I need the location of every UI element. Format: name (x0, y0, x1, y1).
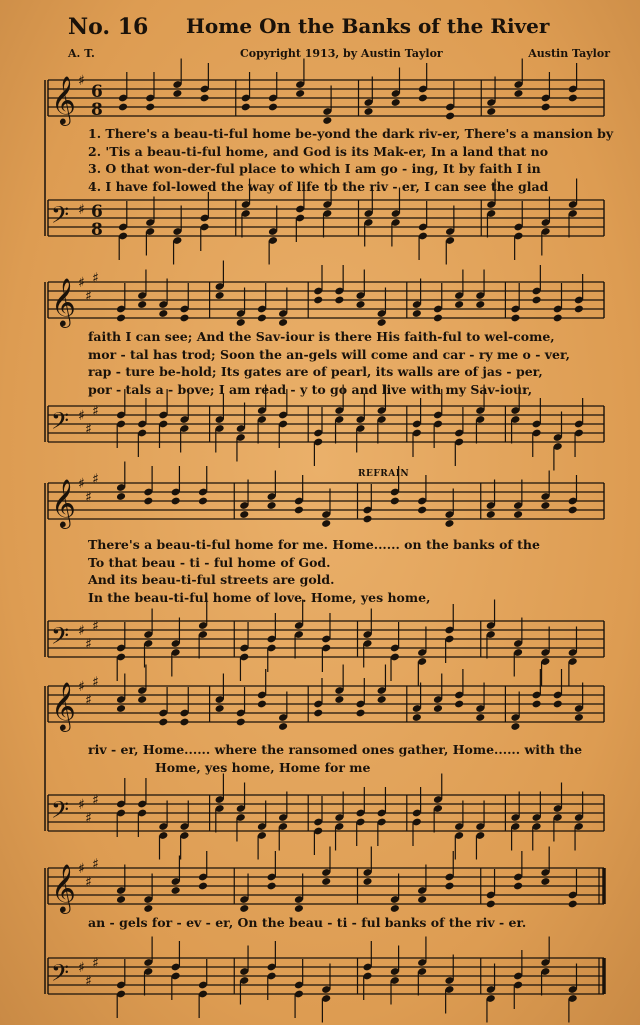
note-head (568, 506, 578, 515)
note-head (215, 291, 225, 300)
refrain-label: REFRAIN (358, 469, 410, 479)
note-head (532, 296, 542, 305)
note-head (486, 107, 496, 116)
sharp-icon: ♯ (78, 960, 85, 976)
note-head (198, 497, 208, 506)
note-head (200, 94, 210, 103)
note-head (236, 718, 246, 727)
note-head (513, 510, 523, 519)
note-head (239, 904, 249, 913)
bass-staff (48, 385, 604, 471)
note-head (513, 89, 523, 98)
note-head (278, 318, 288, 327)
sharp-icon: ♯ (78, 797, 85, 813)
note-head (362, 877, 372, 886)
note-head (278, 722, 288, 731)
note-head (513, 882, 523, 891)
note-head (433, 314, 443, 323)
note-head (362, 515, 372, 524)
note-head (116, 314, 126, 323)
lyricist-credit: A. T. (68, 47, 95, 60)
note-head (574, 305, 584, 314)
note-head (486, 900, 496, 909)
sharp-icon: ♯ (85, 288, 92, 305)
note-head (540, 501, 550, 510)
time-signature-bottom: 8 (91, 220, 103, 240)
sharp-icon: ♯ (78, 623, 85, 639)
note-head (417, 895, 427, 904)
note-head (475, 300, 485, 309)
note-head (568, 94, 578, 103)
bass-clef-icon: 𝄢 (51, 201, 70, 234)
note-head (418, 94, 428, 103)
lyric-line: 2. 'Tis a beau-ti-ful home, and God is its Mak-er, In a land that no (88, 143, 549, 159)
lyric-line: riv - er, Home...... where the ransomed ones gather, Home...... with the (88, 742, 583, 757)
note-head (412, 309, 422, 318)
note-head (313, 296, 323, 305)
note-head (553, 700, 563, 709)
lyric-line: mor - tal has trod; Soon the an-gels will come and car - ry me o - ver, (88, 346, 571, 362)
lyric-line: rap - ture be-hold; Its gates are of pearl, its walls are of jas - per, (88, 364, 543, 379)
note-head (321, 519, 331, 528)
note-head (171, 497, 181, 506)
note-head (475, 713, 485, 722)
sharp-icon: ♯ (92, 618, 99, 635)
note-head (363, 107, 373, 116)
note-head (532, 700, 542, 709)
note-head (179, 314, 189, 323)
note-head (510, 722, 520, 731)
sharp-icon: ♯ (78, 275, 85, 291)
note-head (143, 904, 153, 913)
lyric-line: faith I can see; And the Sav-iour is there His faith-ful to wel-come, (88, 329, 555, 344)
note-head (390, 904, 400, 913)
lyric-line: 4. I have fol-lowed the way of life to the riv - er, I can see the glad (88, 178, 549, 194)
note-head (137, 300, 147, 309)
note-head (574, 713, 584, 722)
treble-staff (48, 59, 604, 127)
treble-staff (48, 261, 604, 329)
lyric-line: In the beau-ti-ful home of love. Home, yes home, (88, 589, 431, 605)
note-head (257, 314, 267, 323)
note-head (553, 314, 563, 323)
note-head (257, 700, 267, 709)
lyric-line: an - gels for - ev - er, On the beau - ti - ful banks of the riv - er. (88, 915, 527, 930)
note-head (116, 492, 126, 501)
note-head (118, 103, 128, 112)
lyric-line: Home, yes home, Home for me (155, 759, 371, 775)
note-head (241, 103, 251, 112)
sharp-icon: ♯ (85, 692, 92, 709)
sharp-icon: ♯ (78, 202, 85, 218)
bass-clef-icon: 𝄢 (51, 622, 70, 655)
note-head (179, 718, 189, 727)
bass-staff (48, 774, 604, 860)
time-signature-bottom: 8 (91, 100, 103, 120)
sharp-icon: ♯ (92, 792, 99, 809)
sharp-icon: ♯ (78, 679, 85, 695)
note-head (116, 704, 126, 713)
lyric-line: 3. O that won-der-ful place to which I am go - ing, It by faith I in (88, 161, 541, 176)
note-head (268, 103, 278, 112)
sharp-icon: ♯ (78, 408, 85, 424)
note-head (445, 112, 455, 121)
sharp-icon: ♯ (78, 73, 85, 89)
bass-staff (48, 937, 604, 1023)
note-head (540, 877, 550, 886)
note-head (510, 314, 520, 323)
sharp-icon: ♯ (78, 861, 85, 877)
note-head (454, 300, 464, 309)
hymn-number: No. 16 (68, 14, 149, 40)
lyric-line: And its beau-ti-ful streets are gold. (88, 572, 335, 587)
time-signature-top: 6 (91, 82, 103, 102)
treble-clef-icon: 𝄞 (51, 681, 76, 730)
sharp-icon: ♯ (85, 636, 92, 653)
treble-staff (48, 847, 604, 915)
note-head (236, 318, 246, 327)
sharp-icon: ♯ (78, 476, 85, 492)
treble-clef-icon: 𝄞 (51, 863, 76, 912)
sharp-icon: ♯ (85, 810, 92, 827)
note-head (390, 497, 400, 506)
note-head (171, 886, 181, 895)
note-head (444, 519, 454, 528)
note-head (267, 882, 277, 891)
treble-staff (48, 462, 604, 530)
note-head (294, 506, 304, 515)
composer-credit: Austin Taylor (528, 47, 610, 60)
note-head (417, 506, 427, 515)
note-head (412, 713, 422, 722)
note-head (391, 98, 401, 107)
sharp-icon: ♯ (92, 674, 99, 691)
note-head (172, 89, 182, 98)
lyric-line: 1. There's a beau-ti-ful home be-yond the dark riv-er, There's a mansion by (88, 126, 614, 141)
note-head (377, 695, 387, 704)
note-head (295, 89, 305, 98)
note-head (158, 718, 168, 727)
note-head (239, 510, 249, 519)
note-head (145, 103, 155, 112)
sharp-icon: ♯ (92, 471, 99, 488)
treble-clef-icon: 𝄞 (51, 75, 76, 124)
note-head (294, 904, 304, 913)
sharp-icon: ♯ (92, 270, 99, 287)
lyric-line: To that beau - ti - ful home of God. (88, 554, 331, 570)
time-signature-top: 6 (91, 202, 103, 222)
note-head (334, 296, 344, 305)
note-head (433, 704, 443, 713)
treble-staff (48, 665, 604, 733)
sharp-icon: ♯ (85, 874, 92, 891)
note-head (137, 695, 147, 704)
note-head (568, 900, 578, 909)
sharp-icon: ♯ (85, 489, 92, 506)
bass-clef-icon: 𝄢 (51, 407, 70, 440)
sharp-icon: ♯ (85, 973, 92, 990)
note-head (454, 700, 464, 709)
treble-clef-icon: 𝄞 (51, 277, 76, 326)
bass-clef-icon: 𝄢 (51, 959, 70, 992)
bass-clef-icon: 𝄢 (51, 796, 70, 829)
note-head (355, 709, 365, 718)
note-head (321, 877, 331, 886)
note-head (143, 497, 153, 506)
note-head (334, 695, 344, 704)
note-head (444, 882, 454, 891)
sharp-icon: ♯ (92, 955, 99, 972)
copyright-notice: Copyright 1913, by Austin Taylor (240, 47, 443, 60)
note-head (541, 103, 551, 112)
note-head (116, 895, 126, 904)
note-head (158, 309, 168, 318)
hymn-title: Home On the Banks of the River (186, 14, 550, 38)
note-head (355, 300, 365, 309)
note-head (322, 116, 332, 125)
lyric-line: There's a beau-ti-ful home for me. Home...... on the banks of the (88, 537, 540, 552)
note-head (267, 501, 277, 510)
note-head (486, 510, 496, 519)
lyric-line: por - tals a - bove; I am read - y to go and live with my Sav-iour, (88, 381, 533, 397)
treble-clef-icon: 𝄞 (51, 478, 76, 527)
note-head (215, 704, 225, 713)
bass-staff (48, 600, 604, 686)
note-head (198, 882, 208, 891)
note-head (377, 318, 387, 327)
sharp-icon: ♯ (92, 856, 99, 873)
sharp-icon: ♯ (92, 403, 99, 420)
note-head (313, 709, 323, 718)
sharp-icon: ♯ (85, 421, 92, 438)
